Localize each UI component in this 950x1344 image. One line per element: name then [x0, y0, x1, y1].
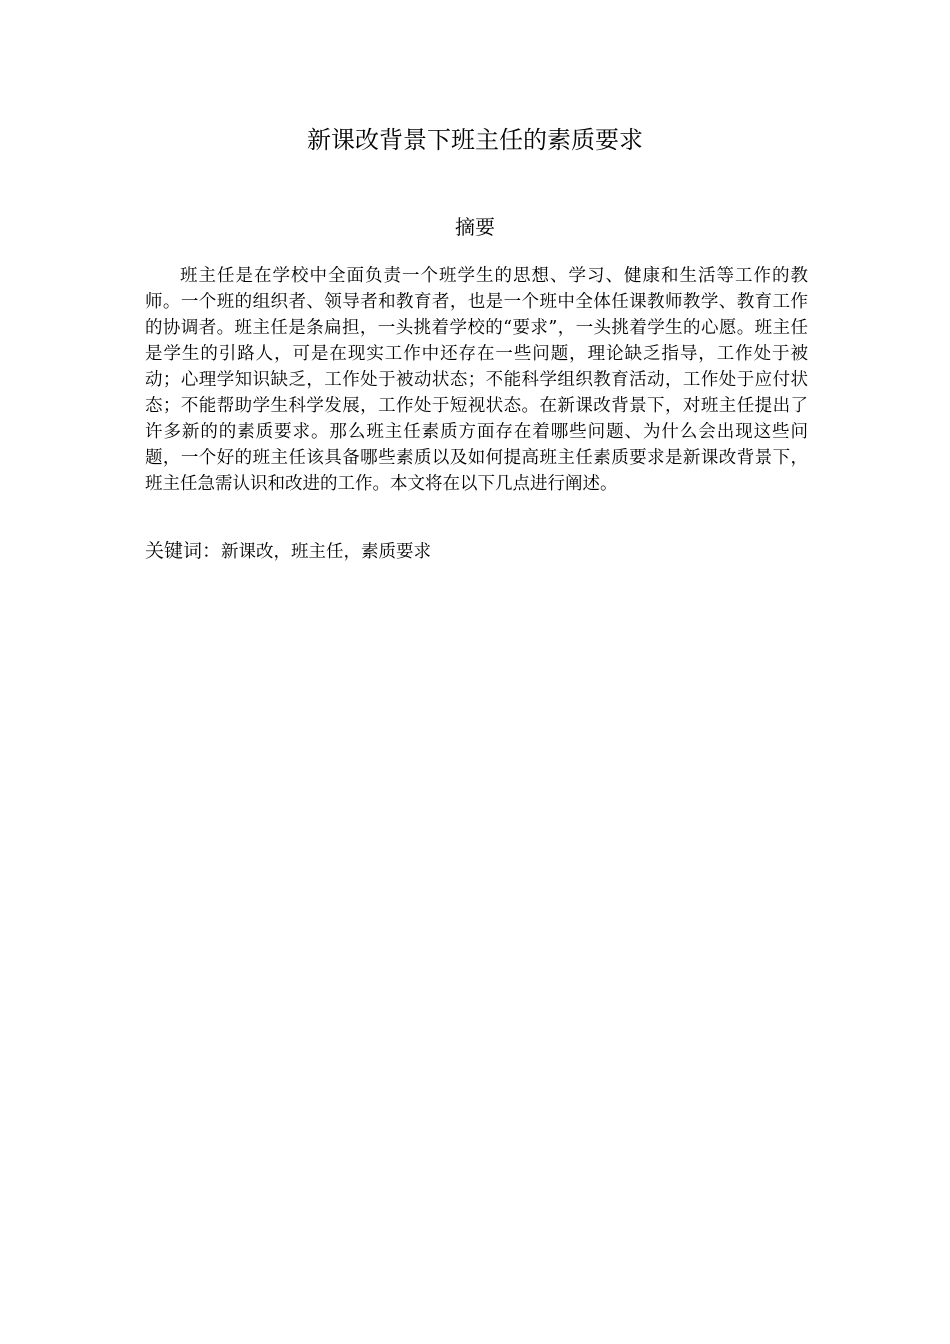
keywords-line [145, 537, 808, 567]
keywords-label: 关键词： [145, 540, 222, 562]
keywords-value: 新课改，班主任，素质要求 [221, 542, 432, 562]
document-title: 新课改背景下班主任的素质要求 [307, 126, 643, 154]
abstract-body: 班主任是在学校中全面负责一个班学生的思想、学习、健康和生活等工作的教师。一个班的组织者、领导者和教育者，也是一个班中全体任课教师教学、教育工作的协调者。班主任是条扁担，一头挑着学校的“要求”，一头挑着学生的心愿。班主任是学生的引路人，可是在现实工作中还存在一些问题，理论缺乏指导，工作处于被动；心理学知识缺乏，工作处于被动状态；不能科学组织教育活动，工作处于应付状态；不能帮助学生科学发展，工作处于短视状态。在新课改背景下，对班主任提出了许多新的的素质要求。那么班主任素质方面存在着哪些问题、为什么会出现这些问题，一个好的班主任该具备哪些素质以及如何提高班主任素质要求是新课改背景下，班主任急需认识和改进的工作。本文将在以下几点进行阐述。 [145, 266, 808, 494]
abstract-heading: 摘要 [455, 215, 495, 239]
